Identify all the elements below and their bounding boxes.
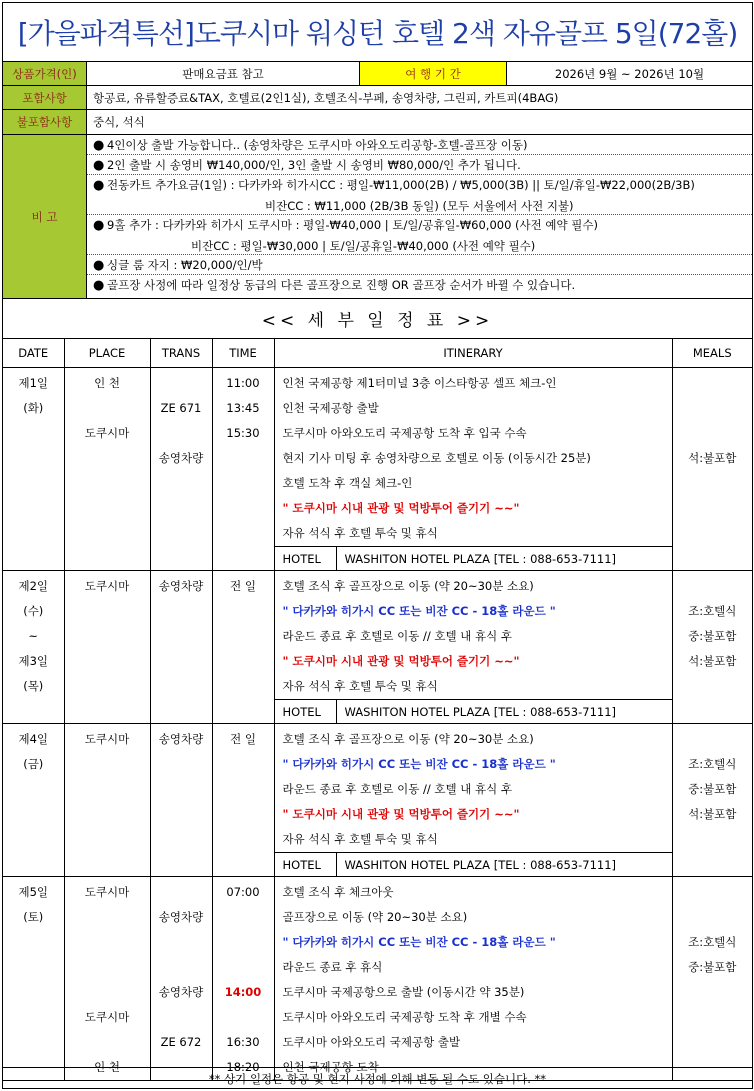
table-row bbox=[3, 570, 752, 723]
column-header: TRANS bbox=[150, 339, 212, 367]
place-text bbox=[65, 396, 150, 421]
place-text: 인 천 bbox=[94, 375, 120, 390]
itinerary-line: 자유 석식 후 호텔 투숙 및 휴식 bbox=[282, 678, 438, 693]
date-text: 제5일 bbox=[18, 884, 49, 899]
time-text: 13:45 bbox=[226, 400, 260, 415]
remark-text: 비잔CC : ₩11,000 (2B/3B 동일) (모두 서울에서 사전 지불) bbox=[265, 199, 574, 213]
bullet-icon: ● bbox=[93, 218, 105, 233]
schedule-header-row bbox=[3, 339, 752, 367]
date-text: (금) bbox=[23, 756, 44, 771]
bullet-icon: ● bbox=[93, 178, 105, 193]
trans-cell bbox=[150, 570, 212, 723]
footer-note: ** 상기 일정은 항공 및 현지 사정에 의해 변동 될 수도 있습니다. ** bbox=[3, 1067, 752, 1089]
place-text: 도쿠시마 bbox=[84, 1009, 130, 1024]
itinerary-line: 라운드 종료 후 호텔로 이동 // 호텔 내 휴식 후 bbox=[282, 781, 512, 796]
column-header: MEALS bbox=[672, 339, 752, 367]
trans-text: 송영차량 bbox=[158, 450, 204, 465]
remarks-label: 비 고 bbox=[3, 135, 87, 298]
remark-text: 비잔CC : 평일-₩30,000 | 토/일/공휴일-₩40,000 (사전 예약 필수) bbox=[191, 239, 536, 253]
meals-cell bbox=[672, 876, 752, 1080]
meals-cell bbox=[672, 723, 752, 876]
date-text: ~ bbox=[28, 628, 39, 643]
meals-text: 석:불포함 bbox=[688, 450, 737, 465]
itinerary-line: 자유 석식 후 호텔 투숙 및 휴식 bbox=[282, 831, 438, 846]
trans-cell bbox=[150, 723, 212, 876]
date-cell bbox=[3, 876, 64, 1080]
time-text bbox=[213, 905, 274, 930]
remark-item bbox=[87, 175, 752, 215]
included-label: 포함사항 bbox=[3, 86, 87, 109]
column-header: ITINERARY bbox=[274, 339, 672, 367]
trans-cell bbox=[150, 876, 212, 1080]
date-cell bbox=[3, 723, 64, 876]
price-label: 상품가격(인) bbox=[3, 62, 87, 85]
place-text: 도쿠시마 bbox=[84, 425, 130, 440]
time-cell bbox=[212, 570, 274, 723]
itinerary-line: 도쿠시마 아와오도리 국제공항 도착 후 개별 수속 bbox=[282, 1009, 527, 1024]
trans-text bbox=[151, 371, 212, 396]
hotel-info bbox=[275, 699, 672, 723]
date-cell bbox=[3, 570, 64, 723]
date-text: 제2일 bbox=[18, 578, 49, 593]
itinerary-line: " 다카카와 히가시 CC 또는 비잔 CC - 18홀 라운드 " bbox=[282, 934, 556, 949]
itinerary-cell bbox=[274, 723, 672, 876]
itinerary-line: 자유 석식 후 호텔 투숙 및 휴식 bbox=[282, 525, 438, 540]
itinerary-document bbox=[2, 2, 753, 1089]
remarks-row bbox=[3, 135, 752, 299]
trans-cell bbox=[150, 367, 212, 570]
itinerary-line: " 다카카와 히가시 CC 또는 비잔 CC - 18홀 라운드 " bbox=[282, 603, 556, 618]
time-cell bbox=[212, 723, 274, 876]
period-value: 2026년 9월 ~ 2026년 10월 bbox=[554, 66, 705, 81]
column-header: TIME bbox=[212, 339, 274, 367]
price-row bbox=[3, 62, 752, 86]
meals-text: 석:불포함 bbox=[688, 806, 737, 821]
remark-text: 골프장 사정에 따라 일정상 동급의 다른 골프장으로 진행 OR 골프장 순서가 바뀔 수 있습니다. bbox=[107, 278, 576, 292]
trans-text bbox=[151, 1005, 212, 1030]
hotel-label: HOTEL bbox=[275, 700, 337, 723]
meals-text: 조:호텔식 bbox=[688, 934, 737, 949]
hotel-label: HOTEL bbox=[275, 853, 337, 876]
place-cell bbox=[64, 876, 150, 1080]
itinerary-line: 라운드 종료 후 호텔로 이동 // 호텔 내 휴식 후 bbox=[282, 628, 512, 643]
hotel-info bbox=[275, 852, 672, 876]
itinerary-line: 인천 국제공항 도착 bbox=[282, 1059, 379, 1074]
itinerary-line: 현지 기사 미팅 후 송영차량으로 호텔로 이동 (이동시간 25분) bbox=[282, 450, 591, 465]
table-row bbox=[3, 367, 752, 570]
time-text: 11:00 bbox=[226, 375, 260, 390]
place-text bbox=[65, 930, 150, 955]
itinerary-line: 인천 국제공항 출발 bbox=[282, 400, 379, 415]
date-text: 제4일 bbox=[18, 731, 49, 746]
itinerary-line: 도쿠시마 아와오도리 국제공항 도착 후 입국 수속 bbox=[282, 425, 527, 440]
period-label: 여 행 기 간 bbox=[359, 62, 507, 85]
price-value: 판매요금표 참고 bbox=[182, 66, 264, 81]
time-text bbox=[213, 955, 274, 980]
date-text: (목) bbox=[23, 678, 44, 693]
page-title: [가을파격특선]도쿠시마 워싱턴 호텔 2색 자유골프 5일(72홀) bbox=[3, 3, 752, 62]
column-header: PLACE bbox=[64, 339, 150, 367]
time-text: 전 일 bbox=[230, 731, 256, 746]
trans-text: ZE 672 bbox=[160, 1034, 202, 1049]
meals-text: 조:호텔식 bbox=[688, 603, 737, 618]
bullet-icon: ● bbox=[93, 258, 105, 273]
time-text: 07:00 bbox=[226, 884, 260, 899]
time-text: 16:30 bbox=[226, 1034, 260, 1049]
itinerary-line: 호텔 조식 후 골프장으로 이동 (약 20~30분 소요) bbox=[282, 578, 534, 593]
hotel-info bbox=[275, 546, 672, 570]
place-text bbox=[65, 905, 150, 930]
itinerary-line: 골프장으로 이동 (약 20~30분 소요) bbox=[282, 909, 468, 924]
meals-text: 조:호텔식 bbox=[688, 756, 737, 771]
date-text: (토) bbox=[23, 909, 44, 924]
time-text: 14:00 bbox=[224, 984, 262, 999]
time-text: 15:30 bbox=[226, 425, 260, 440]
included-row bbox=[3, 86, 752, 110]
bullet-icon: ● bbox=[93, 278, 105, 293]
schedule-table bbox=[3, 339, 752, 1081]
date-text: (수) bbox=[23, 603, 44, 618]
date-cell bbox=[3, 367, 64, 570]
remark-item bbox=[87, 215, 752, 255]
itinerary-line: " 도쿠시마 시내 관광 및 먹방투어 즐기기 ~~" bbox=[282, 653, 520, 668]
place-text bbox=[65, 955, 150, 980]
bullet-icon: ● bbox=[93, 158, 105, 173]
place-text: 도쿠시마 bbox=[84, 884, 130, 899]
remark-text: 9홀 추가 : 다카카와 히가시 도쿠시마 : 평일-₩40,000 | 토/일/공휴일-₩60,000 (사전 예약 필수) bbox=[107, 218, 598, 232]
trans-text: ZE 671 bbox=[160, 400, 202, 415]
itinerary-line: 호텔 도착 후 객실 체크-인 bbox=[282, 475, 413, 490]
place-text bbox=[65, 1030, 150, 1055]
time-text bbox=[213, 1005, 274, 1030]
remark-text: 4인이상 출발 가능합니다.. (송영차량은 도쿠시마 아와오도리공항-호텔-골프장 이동) bbox=[107, 138, 528, 152]
itinerary-line: 라운드 종료 후 휴식 bbox=[282, 959, 383, 974]
excluded-label: 불포함사항 bbox=[3, 110, 87, 134]
remark-text: 2인 출발 시 송영비 ₩140,000/인, 3인 출발 시 송영비 ₩80,000/인 추가 됩니다. bbox=[107, 158, 521, 172]
place-cell bbox=[64, 570, 150, 723]
meals-text: 중:불포함 bbox=[688, 781, 737, 796]
included-value: 항공료, 유류할증료&TAX, 호텔료(2인1실), 호텔조식-부페, 송영차량, 그린피, 카트피(4BAG) bbox=[93, 90, 559, 105]
column-header: DATE bbox=[3, 339, 64, 367]
remark-item bbox=[87, 155, 752, 175]
itinerary-line: 호텔 조식 후 골프장으로 이동 (약 20~30분 소요) bbox=[282, 731, 534, 746]
table-row bbox=[3, 876, 752, 1080]
bullet-icon: ● bbox=[93, 138, 105, 153]
time-text: 18:20 bbox=[226, 1059, 260, 1074]
hotel-name: WASHITON HOTEL PLAZA [TEL : 088-653-7111] bbox=[344, 857, 617, 872]
itinerary-line: " 다카카와 히가시 CC 또는 비잔 CC - 18홀 라운드 " bbox=[282, 756, 556, 771]
schedule-heading: << 세 부 일 정 표 >> bbox=[3, 299, 752, 339]
trans-text bbox=[151, 930, 212, 955]
itinerary-line: 호텔 조식 후 체크아웃 bbox=[282, 884, 394, 899]
remark-item bbox=[87, 275, 752, 295]
meals-cell bbox=[672, 367, 752, 570]
itinerary-line: 도쿠시마 국제공항으로 출발 (이동시간 약 35분) bbox=[282, 984, 525, 999]
date-text: (화) bbox=[23, 400, 44, 415]
remark-item bbox=[87, 135, 752, 155]
time-cell bbox=[212, 367, 274, 570]
time-text bbox=[213, 930, 274, 955]
remark-item bbox=[87, 255, 752, 275]
itinerary-cell bbox=[274, 570, 672, 723]
trans-text: 송영차량 bbox=[158, 731, 204, 746]
date-text: 제3일 bbox=[18, 653, 49, 668]
time-text: 전 일 bbox=[230, 578, 256, 593]
itinerary-cell bbox=[274, 367, 672, 570]
meals-text: 중:불포함 bbox=[688, 959, 737, 974]
excluded-value: 중식, 석식 bbox=[93, 115, 145, 129]
itinerary-line: " 도쿠시마 시내 관광 및 먹방투어 즐기기 ~~" bbox=[282, 806, 520, 821]
place-cell bbox=[64, 723, 150, 876]
place-text: 인 천 bbox=[94, 1059, 120, 1074]
place-text: 도쿠시마 bbox=[84, 578, 130, 593]
itinerary-cell bbox=[274, 876, 672, 1080]
trans-text bbox=[151, 880, 212, 905]
itinerary-line: 인천 국제공항 제1터미널 3층 이스타항공 셀프 체크-인 bbox=[282, 375, 557, 390]
hotel-label: HOTEL bbox=[275, 547, 337, 570]
meals-text: 석:불포함 bbox=[688, 653, 737, 668]
itinerary-line: 도쿠시마 아와오도리 국제공항 출발 bbox=[282, 1034, 461, 1049]
date-text: 제1일 bbox=[18, 375, 49, 390]
trans-text: 송영차량 bbox=[158, 578, 204, 593]
trans-text: 송영차량 bbox=[158, 984, 204, 999]
trans-text: 송영차량 bbox=[158, 909, 204, 924]
meals-cell bbox=[672, 570, 752, 723]
place-text: 도쿠시마 bbox=[84, 731, 130, 746]
remark-text: 싱글 룸 자지 : ₩20,000/인/박 bbox=[107, 258, 263, 272]
time-cell bbox=[212, 876, 274, 1080]
place-text bbox=[65, 980, 150, 1005]
hotel-name: WASHITON HOTEL PLAZA [TEL : 088-653-7111] bbox=[344, 704, 617, 719]
hotel-name: WASHITON HOTEL PLAZA [TEL : 088-653-7111] bbox=[344, 551, 617, 566]
trans-text bbox=[151, 421, 212, 446]
place-cell bbox=[64, 367, 150, 570]
trans-text bbox=[151, 955, 212, 980]
itinerary-line: " 도쿠시마 시내 관광 및 먹방투어 즐기기 ~~" bbox=[282, 500, 520, 515]
meals-text: 중:불포함 bbox=[688, 628, 737, 643]
remark-text: 전동카트 추가요금(1일) : 다카카와 히가시CC : 평일-₩11,000(2B) / ₩5,000(3B) || 토/일/휴일-₩22,000(2B/3B) bbox=[107, 178, 695, 192]
excluded-row bbox=[3, 110, 752, 135]
table-row bbox=[3, 723, 752, 876]
